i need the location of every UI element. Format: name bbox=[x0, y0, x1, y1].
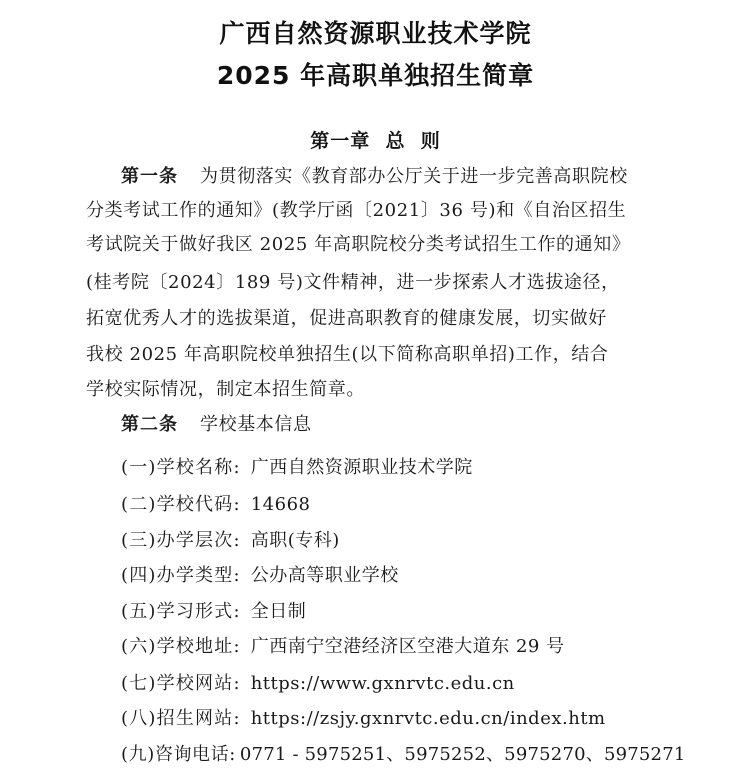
info-label: (二)学校代码: bbox=[121, 494, 241, 515]
info-label: (五)学习形式: bbox=[121, 601, 241, 622]
article-1-line-6: 我校 2025 年高职院校单独招生(以下简称高职单招)工作，结合 bbox=[86, 344, 609, 365]
article-1-line-3: 考试院关于做好我区 2025 年高职院校分类考试招生工作的通知》 bbox=[86, 234, 631, 255]
article-1-line-1 bbox=[121, 165, 628, 189]
article-2-label: 第二条 bbox=[121, 414, 178, 435]
info-value: https://www.gxnrvtc.edu.cn bbox=[250, 673, 515, 694]
info-item-school-type bbox=[121, 564, 399, 588]
info-label: (七)学校网站: bbox=[121, 673, 241, 694]
info-label: (三)办学层次: bbox=[121, 530, 241, 551]
document-title-line-2: 2025 年高职单独招生简章 bbox=[216, 61, 535, 90]
info-value: 高职(专科) bbox=[250, 530, 340, 551]
article-1-label: 第一条 bbox=[121, 166, 178, 187]
document-title-line-1: 广西自然资源职业技术学院 bbox=[219, 19, 532, 48]
info-value: 广西南宁空港经济区空港大道东 29 号 bbox=[250, 636, 565, 657]
info-item-school-name bbox=[121, 456, 473, 480]
info-label: (一)学校名称: bbox=[121, 457, 241, 478]
info-item-phone bbox=[121, 743, 686, 767]
info-item-admission-website bbox=[121, 707, 606, 731]
info-label: (四)办学类型: bbox=[121, 565, 241, 586]
info-value: 0771 - 5975251、5975252、5975270、5975271 bbox=[239, 744, 686, 765]
article-1-text: 为贯彻落实《教育部办公厅关于进一步完善高职院校 bbox=[200, 166, 628, 187]
info-item-education-level bbox=[121, 529, 340, 553]
info-item-school-website bbox=[121, 672, 515, 696]
chapter-heading: 第一章 总 则 bbox=[310, 130, 441, 152]
info-item-study-mode bbox=[121, 600, 306, 624]
article-2-heading bbox=[121, 413, 312, 437]
article-1-line-4: (桂考院〔2024〕189 号)文件精神，进一步探索人才选拔途径， bbox=[86, 272, 620, 293]
info-label: (八)招生网站: bbox=[121, 708, 241, 729]
info-item-school-address bbox=[121, 635, 565, 659]
article-1-line-2: 分类考试工作的通知》(教学厅函〔2021〕36 号)和《自治区招生 bbox=[86, 200, 627, 221]
article-1-line-5: 拓宽优秀人才的选拔渠道，促进高职教育的健康发展，切实做好 bbox=[86, 308, 607, 329]
info-item-school-code bbox=[121, 493, 310, 517]
article-1-line-7: 学校实际情况，制定本招生简章。 bbox=[86, 379, 365, 400]
article-2-title: 学校基本信息 bbox=[200, 414, 312, 435]
info-value: 公办高等职业学校 bbox=[250, 565, 399, 586]
info-value: 广西自然资源职业技术学院 bbox=[250, 457, 473, 478]
info-value: 14668 bbox=[250, 494, 311, 515]
info-value: https://zsjy.gxnrvtc.edu.cn/index.htm bbox=[250, 708, 606, 729]
info-label: (九)咨询电话: bbox=[121, 744, 236, 765]
info-label: (六)学校地址: bbox=[121, 636, 241, 657]
info-value: 全日制 bbox=[250, 601, 307, 622]
